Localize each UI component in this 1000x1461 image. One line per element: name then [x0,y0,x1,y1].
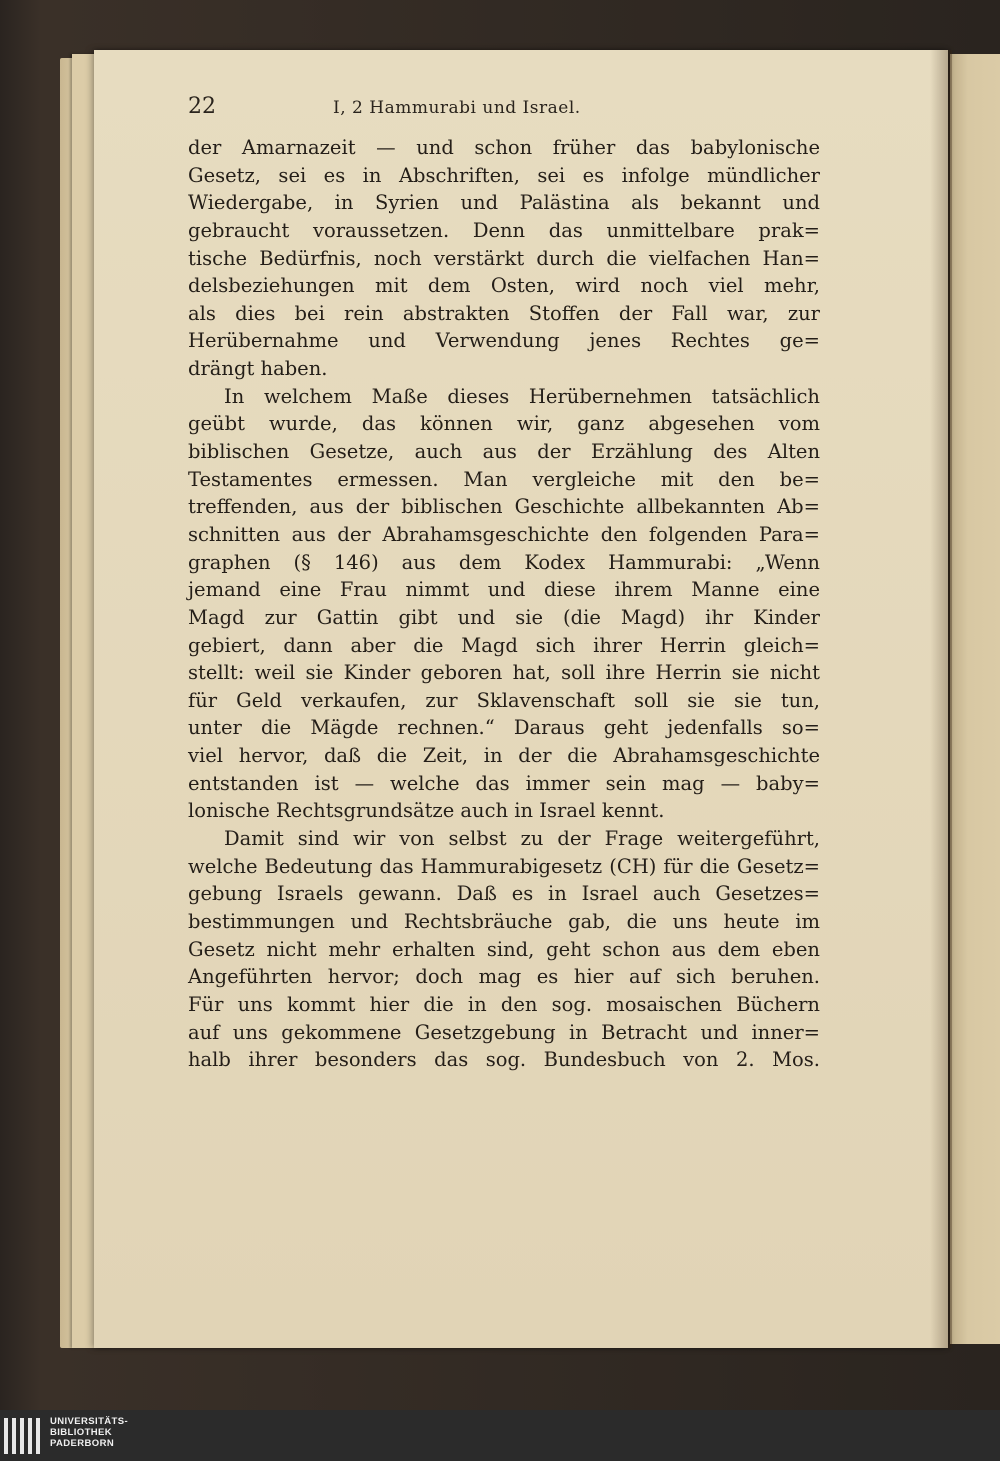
text-line: treffenden, aus der biblischen Geschichte allbekannten Ab= [188,495,820,519]
text-line: schnitten aus der Abrahamsgeschichte den folgenden Para= [188,522,820,546]
text-line: gebraucht voraussetzen. Denn das unmittelbare prak= [188,218,820,242]
text-line: In welchem Maße dieses Herübernehmen tatsächlich [224,384,820,408]
text-line: delsbeziehungen mit dem Osten, wird noch viel mehr, [188,274,820,298]
text-line: jemand eine Frau nimmt und diese ihrem Manne eine [188,578,820,602]
text-line: bestimmungen und Rechtsbräuche gab, die uns heute im [188,909,820,933]
page-header [188,93,828,133]
text-line: Angeführten hervor; doch mag es hier auf sich beruhen. [188,965,820,989]
text-line: der Amarnazeit — und schon früher das babylonische [188,136,820,159]
text-line: Gesetz, sei es in Abschriften, sei es infolge mündlicher [188,163,820,187]
text-line: Damit sind wir von selbst zu der Frage weitergeführt, [224,827,820,851]
logo-line: PADERBORN [50,1438,115,1449]
text-line: unter die Mägde rechnen.“ Daraus geht jedenfalls so= [188,716,820,740]
text-line: Für uns kommt hier die in den sog. mosaischen Büchern [188,992,820,1016]
library-logo [4,1416,128,1456]
text-line: welche Bedeutung das Hammurabigesetz (CH) für die Gesetz= [188,854,820,878]
text-line: graphen (§ 146) aus dem Kodex Hammurabi: „Wenn [188,550,820,574]
text-line: biblischen Gesetze, auch aus der Erzählung des Alten [188,440,820,464]
body-text [188,134,820,1074]
text-line: halb ihrer besonders das sog. Bundesbuch von 2. Mos. [188,1048,820,1072]
text-line: Testamentes ermessen. Man vergleiche mit den be= [188,467,820,491]
text-line: geübt wurde, das können wir, ganz abgesehen vom [188,412,820,436]
text-line: Herübernahme und Verwendung jenes Rechtes ge= [188,329,820,353]
page-number: 22 [188,94,216,119]
text-line: Wiedergabe, in Syrien und Palästina als bekannt und [188,191,820,215]
text-line: als dies bei rein abstrakten Stoffen der Fall war, zur [188,301,820,325]
text-line: drängt haben. [188,357,328,381]
text-line: gebiert, dann aber die Magd sich ihrer Herrin gleich= [188,633,820,657]
running-head: I, 2 Hammurabi und Israel. [333,98,581,118]
text-line: für Geld verkaufen, zur Sklavenschaft soll sie sie tun, [188,688,820,712]
text-line: viel hervor, daß die Zeit, in der die Abrahamsgeschichte [188,744,820,768]
text-line: entstanden ist — welche das immer sein mag — baby= [188,771,820,795]
text-line: auf uns gekommene Gesetzgebung in Betracht und inner= [188,1020,820,1044]
facing-page-edge [950,54,1000,1344]
text-line: Gesetz nicht mehr erhalten sind, geht schon aus dem eben [188,937,820,961]
logo-line: BIBLIOTHEK [50,1427,113,1438]
footer-bar [0,1410,1000,1461]
gutter-shadow [930,50,952,1348]
text-line: gebung Israels gewann. Daß es in Israel auch Gesetzes= [188,882,820,906]
text-line: lonische Rechtsgrundsätze auch in Israel kennt. [188,799,665,823]
text-line: stellt: weil sie Kinder geboren hat, soll ihre Herrin sie nicht [188,661,820,685]
logo-bars-icon [4,1418,40,1454]
logo-line: UNIVERSITÄTS- [50,1416,129,1427]
text-line: Magd zur Gattin gibt und sie (die Magd) ihr Kinder [188,605,820,629]
text-line: tische Bedürfnis, noch verstärkt durch die vielfachen Han= [188,246,820,270]
logo-text [50,1416,128,1449]
